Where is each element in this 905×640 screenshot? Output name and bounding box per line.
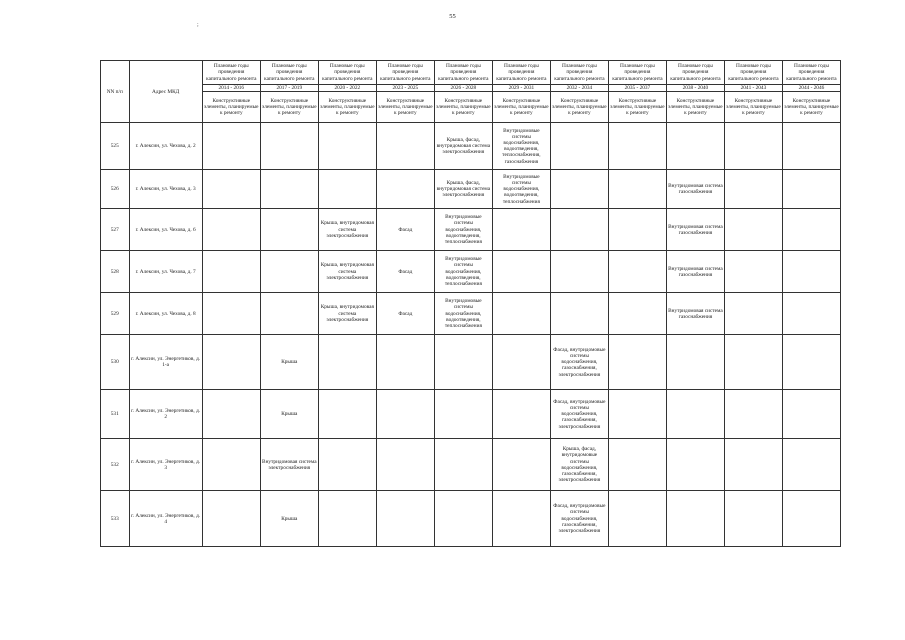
repair-cell xyxy=(202,335,260,390)
table-row xyxy=(101,251,841,293)
repair-cell xyxy=(724,209,782,251)
table-row xyxy=(101,390,841,439)
period-subheader: Конструктивные элементы, планируемые к ремонту xyxy=(782,92,840,123)
table-body xyxy=(101,123,841,547)
repair-cell xyxy=(782,209,840,251)
repair-cell xyxy=(260,209,318,251)
period-years: 2014 - 2016 xyxy=(202,85,260,92)
repair-cell xyxy=(782,390,840,439)
repair-cell xyxy=(666,491,724,547)
table-row xyxy=(101,335,841,390)
row-address: г. Алексин, ул. Чехова, д. 8 xyxy=(129,293,202,335)
repair-cell xyxy=(782,335,840,390)
period-label: Плановые годы проведения капитального ремонта xyxy=(434,61,492,85)
repair-cell xyxy=(202,170,260,209)
row-address: г. Алексин, ул. Чехова, д. 7 xyxy=(129,251,202,293)
repair-cell xyxy=(550,293,608,335)
period-subheader: Конструктивные элементы, планируемые к ремонту xyxy=(260,92,318,123)
repair-cell xyxy=(782,491,840,547)
repair-cell xyxy=(608,390,666,439)
repair-cell xyxy=(666,335,724,390)
column-header-address: Адрес МКД xyxy=(129,61,202,123)
repair-cell xyxy=(202,123,260,170)
period-subheader: Конструктивные элементы, планируемые к ремонту xyxy=(608,92,666,123)
repair-cell xyxy=(724,170,782,209)
repair-cell xyxy=(318,123,376,170)
period-label: Плановые годы проведения капитального ремонта xyxy=(202,61,260,85)
repair-cell xyxy=(376,335,434,390)
repair-cell xyxy=(318,170,376,209)
repair-cell xyxy=(318,491,376,547)
column-header-number: NN п/п xyxy=(101,61,130,123)
repair-cell xyxy=(260,293,318,335)
repair-cell xyxy=(724,123,782,170)
table-row xyxy=(101,170,841,209)
repair-cell: Внутридомовая система газоснабжения xyxy=(666,293,724,335)
table-row xyxy=(101,491,841,547)
repair-cell xyxy=(724,335,782,390)
repair-cell xyxy=(202,390,260,439)
repair-cell xyxy=(550,209,608,251)
repair-cell xyxy=(550,123,608,170)
period-years: 2023 - 2025 xyxy=(376,85,434,92)
repair-cell xyxy=(608,170,666,209)
repair-cell: Крыша xyxy=(260,491,318,547)
repair-cell xyxy=(608,439,666,491)
repair-cell: Крыша, фасад, внутридомовая система электроснабжения xyxy=(434,123,492,170)
repair-cell xyxy=(724,390,782,439)
row-number: 530 xyxy=(101,335,130,390)
period-label: Плановые годы проведения капитального ремонта xyxy=(492,61,550,85)
table-row xyxy=(101,439,841,491)
repair-cell xyxy=(782,170,840,209)
repair-cell xyxy=(376,170,434,209)
repair-cell xyxy=(202,251,260,293)
table-header xyxy=(101,61,841,123)
period-label: Плановые годы проведения капитального ремонта xyxy=(666,61,724,85)
period-label: Плановые годы проведения капитального ремонта xyxy=(318,61,376,85)
repair-cell xyxy=(434,491,492,547)
repair-cell xyxy=(782,439,840,491)
repair-cell xyxy=(492,293,550,335)
row-address: г. Алексин, ул. Чехова, д. 2 xyxy=(129,123,202,170)
repair-cell xyxy=(376,439,434,491)
repair-cell xyxy=(608,251,666,293)
repair-cell xyxy=(666,439,724,491)
repair-cell xyxy=(202,439,260,491)
period-subheader: Конструктивные элементы, планируемые к ремонту xyxy=(318,92,376,123)
period-years: 2044 - 2046 xyxy=(782,85,840,92)
period-subheader: Конструктивные элементы, планируемые к ремонту xyxy=(666,92,724,123)
repair-cell: Крыша xyxy=(260,390,318,439)
repair-cell: Внутридомовые системы водоснабжения, водоотведения, теплоснабжения, газоснабжения xyxy=(492,123,550,170)
table-row xyxy=(101,209,841,251)
repair-cell: Крыша, фасад, внутридомовая система электроснабжения xyxy=(434,170,492,209)
repair-cell xyxy=(608,491,666,547)
period-label: Плановые годы проведения капитального ремонта xyxy=(376,61,434,85)
repair-cell xyxy=(608,209,666,251)
period-label: Плановые годы проведения капитального ремонта xyxy=(782,61,840,85)
repair-cell: Внутридомовая система газоснабжения xyxy=(666,251,724,293)
period-label: Плановые годы проведения капитального ремонта xyxy=(608,61,666,85)
repair-cell: Внутридомовые системы водоснабжения, водоотведения, теплоснабжения xyxy=(434,293,492,335)
repair-cell: Крыша, внутридомовая система электроснабжения xyxy=(318,293,376,335)
repair-cell: Фасад xyxy=(376,209,434,251)
repair-cell: Внутридомовая система газоснабжения xyxy=(666,170,724,209)
row-address: г. Алексин, ул. Энергетиков, д. 1-а xyxy=(129,335,202,390)
repair-cell xyxy=(724,251,782,293)
row-address: г. Алексин, ул. Чехова, д. 3 xyxy=(129,170,202,209)
row-number: 526 xyxy=(101,170,130,209)
period-years: 2038 - 2040 xyxy=(666,85,724,92)
repair-cell xyxy=(434,335,492,390)
repair-cell xyxy=(724,491,782,547)
repair-cell: Внутридомовые системы водоснабжения, водоотведения, теплоснабжения xyxy=(492,170,550,209)
period-years: 2035 - 2037 xyxy=(608,85,666,92)
repair-cell: Фасад, внутридомовые системы водоснабжения, газоснабжения, электроснабжения xyxy=(550,335,608,390)
period-subheader: Конструктивные элементы, планируемые к ремонту xyxy=(550,92,608,123)
period-subheader: Конструктивные элементы, планируемые к ремонту xyxy=(202,92,260,123)
row-number: 531 xyxy=(101,390,130,439)
repair-cell xyxy=(666,390,724,439)
period-label: Плановые годы проведения капитального ремонта xyxy=(724,61,782,85)
period-label: Плановые годы проведения капитального ремонта xyxy=(260,61,318,85)
period-years: 2017 - 2019 xyxy=(260,85,318,92)
table-row xyxy=(101,293,841,335)
repair-cell: Фасад, внутридомовые системы водоснабжения, газоснабжения, электроснабжения xyxy=(550,491,608,547)
row-address: г. Алексин, ул. Энергетиков, д. 2 xyxy=(129,390,202,439)
repair-cell xyxy=(782,293,840,335)
row-number: 527 xyxy=(101,209,130,251)
row-number: 529 xyxy=(101,293,130,335)
repair-cell xyxy=(318,439,376,491)
period-years: 2020 - 2022 xyxy=(318,85,376,92)
repair-cell xyxy=(608,335,666,390)
repair-cell xyxy=(492,209,550,251)
repair-cell xyxy=(724,293,782,335)
repair-cell: Внутридомовые системы водоснабжения, водоотведения, теплоснабжения xyxy=(434,251,492,293)
repair-cell: Внутридомовая система газоснабжения xyxy=(666,209,724,251)
repair-cell xyxy=(202,491,260,547)
period-years: 2029 - 2031 xyxy=(492,85,550,92)
repair-cell xyxy=(376,491,434,547)
repair-cell xyxy=(492,439,550,491)
period-subheader: Конструктивные элементы, планируемые к ремонту xyxy=(724,92,782,123)
repair-cell: Внутридомовая система электроснабжения xyxy=(260,439,318,491)
row-number: 532 xyxy=(101,439,130,491)
row-address: г. Алексин, ул. Энергетиков, д. 4 xyxy=(129,491,202,547)
repair-cell xyxy=(260,251,318,293)
repair-cell xyxy=(550,170,608,209)
repair-cell xyxy=(260,123,318,170)
repair-cell xyxy=(724,439,782,491)
repair-cell xyxy=(376,390,434,439)
repair-cell xyxy=(492,335,550,390)
repair-cell: Крыша, внутридомовая система электроснабжения xyxy=(318,209,376,251)
repair-cell xyxy=(318,390,376,439)
repair-cell xyxy=(666,123,724,170)
scan-mark: ; xyxy=(197,22,199,28)
period-label: Плановые годы проведения капитального ремонта xyxy=(550,61,608,85)
repair-cell xyxy=(492,491,550,547)
repair-cell xyxy=(492,390,550,439)
repair-cell: Крыша xyxy=(260,335,318,390)
repair-cell xyxy=(202,293,260,335)
repair-cell: Крыша, фасад, внутридомовые системы водоснабжения, газоснабжения, электроснабжения xyxy=(550,439,608,491)
repair-cell xyxy=(782,251,840,293)
repair-cell: Внутридомовые системы водоснабжения, водоотведения, теплоснабжения xyxy=(434,209,492,251)
repair-cell xyxy=(376,123,434,170)
repair-cell xyxy=(434,439,492,491)
row-address: г. Алексин, ул. Энергетиков, д. 3 xyxy=(129,439,202,491)
period-subheader: Конструктивные элементы, планируемые к ремонту xyxy=(434,92,492,123)
repair-cell xyxy=(782,123,840,170)
repair-cell xyxy=(260,170,318,209)
row-address: г. Алексин, ул. Чехова, д. 6 xyxy=(129,209,202,251)
repair-cell: Крыша, внутридомовая система электроснабжения xyxy=(318,251,376,293)
repair-schedule-table xyxy=(100,60,841,547)
repair-cell: Фасад xyxy=(376,293,434,335)
repair-cell xyxy=(550,251,608,293)
period-subheader: Конструктивные элементы, планируемые к ремонту xyxy=(492,92,550,123)
page-number: 55 xyxy=(449,13,456,20)
row-number: 528 xyxy=(101,251,130,293)
repair-cell xyxy=(492,251,550,293)
period-years: 2032 - 2034 xyxy=(550,85,608,92)
period-subheader: Конструктивные элементы, планируемые к ремонту xyxy=(376,92,434,123)
repair-cell xyxy=(608,123,666,170)
repair-cell: Фасад, внутридомовые системы водоснабжения, газоснабжения, электроснабжения xyxy=(550,390,608,439)
period-years: 2041 - 2043 xyxy=(724,85,782,92)
repair-cell xyxy=(202,209,260,251)
repair-cell xyxy=(434,390,492,439)
period-years: 2026 - 2028 xyxy=(434,85,492,92)
repair-cell: Фасад xyxy=(376,251,434,293)
row-number: 533 xyxy=(101,491,130,547)
repair-cell xyxy=(608,293,666,335)
row-number: 525 xyxy=(101,123,130,170)
repair-cell xyxy=(318,335,376,390)
table-row xyxy=(101,123,841,170)
